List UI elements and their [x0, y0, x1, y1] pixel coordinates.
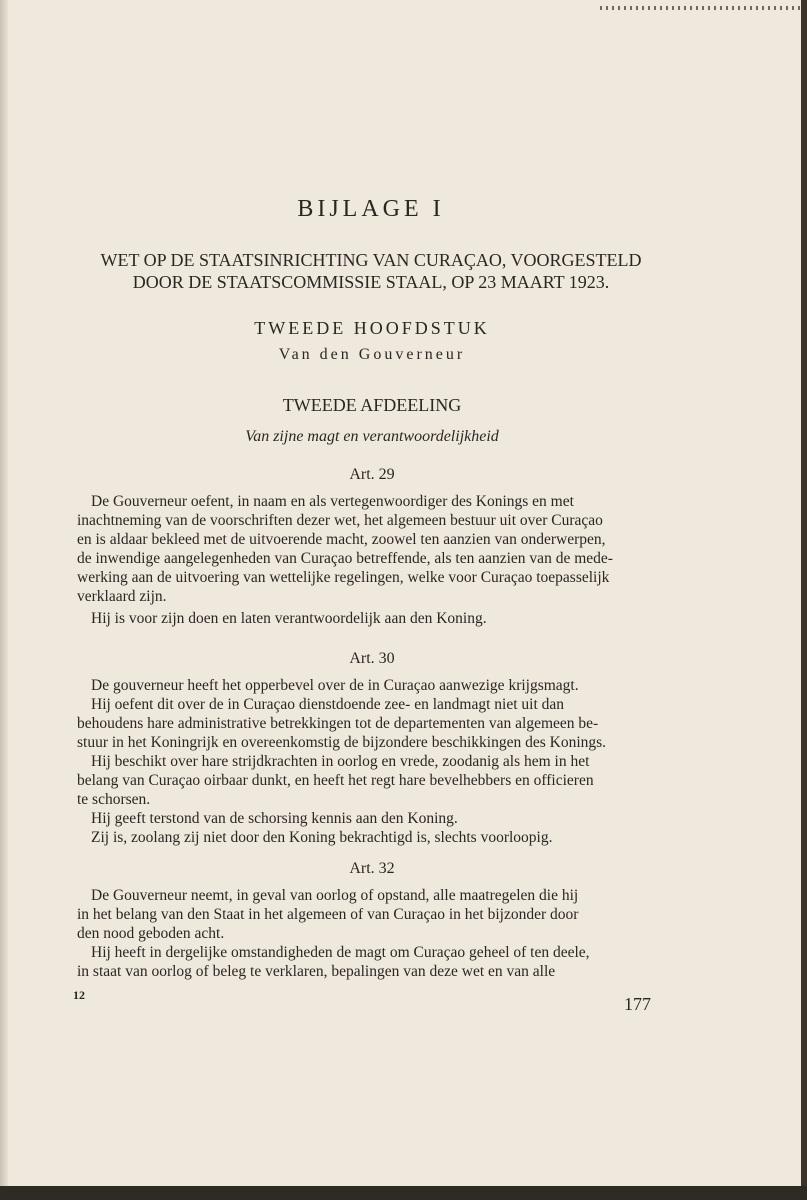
text-line: Hij oefent dit over de in Curaçao dienstdoende zee- en landmagt niet uit dan [91, 696, 565, 713]
text-line: Hij heeft in dergelijke omstandigheden de magt om Curaçao geheel of ten deele, [91, 944, 590, 961]
article-29-body [77, 492, 657, 628]
text-line: Hij beschikt over hare strijdkrachten in oorlog en vrede, zoodanig als hem in het [91, 753, 590, 770]
text-line: werking aan de uitvoering van wettelijke regelingen, welke voor Curaçao toepasselijk [77, 569, 610, 586]
section-heading: TWEEDE AFDEELING [282, 395, 462, 415]
text-line: Hij geeft terstond van de schorsing kennis aan den Koning. [91, 810, 458, 827]
appendix-title: BIJLAGE I [297, 196, 445, 222]
text-line: in het belang van den Staat in het algemeen of van Curaçao in het bijzonder door [77, 906, 579, 923]
chapter-subtitle: Van den Gouverneur [278, 346, 466, 363]
text-line: Hij is voor zijn doen en laten verantwoordelijk aan den Koning. [91, 610, 487, 627]
text-line: inachtneming van de voorschriften dezer wet, het algemeen bestuur uit over Curaçao [77, 512, 603, 529]
chapter-heading: TWEEDE HOOFDSTUK [254, 318, 490, 338]
article-30-body [77, 676, 657, 847]
scan-edge-left [0, 0, 8, 1200]
text-line: en is aldaar bekleed met de uitvoerende macht, zoowel ten aanzien van onderwerpen, [77, 531, 606, 548]
text-line: De Gouverneur oefent, in naam en als vertegenwoordiger des Konings en met [91, 493, 574, 510]
article-32-body [77, 886, 657, 981]
text-line: verklaard zijn. [77, 588, 167, 605]
page-number: 177 [624, 994, 651, 1014]
scan-edge-right [801, 0, 807, 1200]
signature-mark: 12 [73, 988, 85, 1002]
text-line: in staat van oorlog of beleg te verklaren, bepalingen van deze wet en van alle [77, 963, 556, 980]
law-title-line-2: DOOR DE STAATSCOMMISSIE STAAL, OP 23 MAART 1923. [132, 272, 610, 292]
text-line: belang van Curaçao oirbaar dunkt, en heeft het regt hare bevelhebbers en officieren [77, 772, 594, 789]
text-line: den nood geboden acht. [77, 925, 225, 942]
text-line: te schorsen. [77, 791, 151, 808]
text-line: stuur in het Koningrijk en overeenkomstig de bijzondere beschikkingen des Konings. [77, 734, 607, 751]
scan-perforation [600, 6, 800, 10]
text-line: behoudens hare administrative betrekkingen tot de departementen van algemeen be- [77, 715, 599, 732]
scan-bottom-edge [0, 1186, 807, 1200]
text-line: De Gouverneur neemt, in geval van oorlog of opstand, alle maatregelen die hij [91, 887, 579, 904]
law-title-line-1: WET OP DE STAATSINRICHTING VAN CURAÇAO, VOORGESTELD [100, 250, 642, 270]
article-32-heading: Art. 32 [349, 860, 395, 877]
article-29-heading: Art. 29 [349, 466, 395, 483]
text-line: de inwendige aangelegenheden van Curaçao betreffende, als ten aanzien van de mede- [77, 550, 613, 567]
article-30-heading: Art. 30 [349, 650, 395, 667]
section-subtitle: Van zijne magt en verantwoordelijkheid [245, 428, 499, 445]
text-line: Zij is, zoolang zij niet door den Koning bekrachtigd is, slechts voorloopig. [91, 829, 553, 846]
text-line: De gouverneur heeft het opperbevel over de in Curaçao aanwezige krijgsmagt. [91, 677, 579, 694]
